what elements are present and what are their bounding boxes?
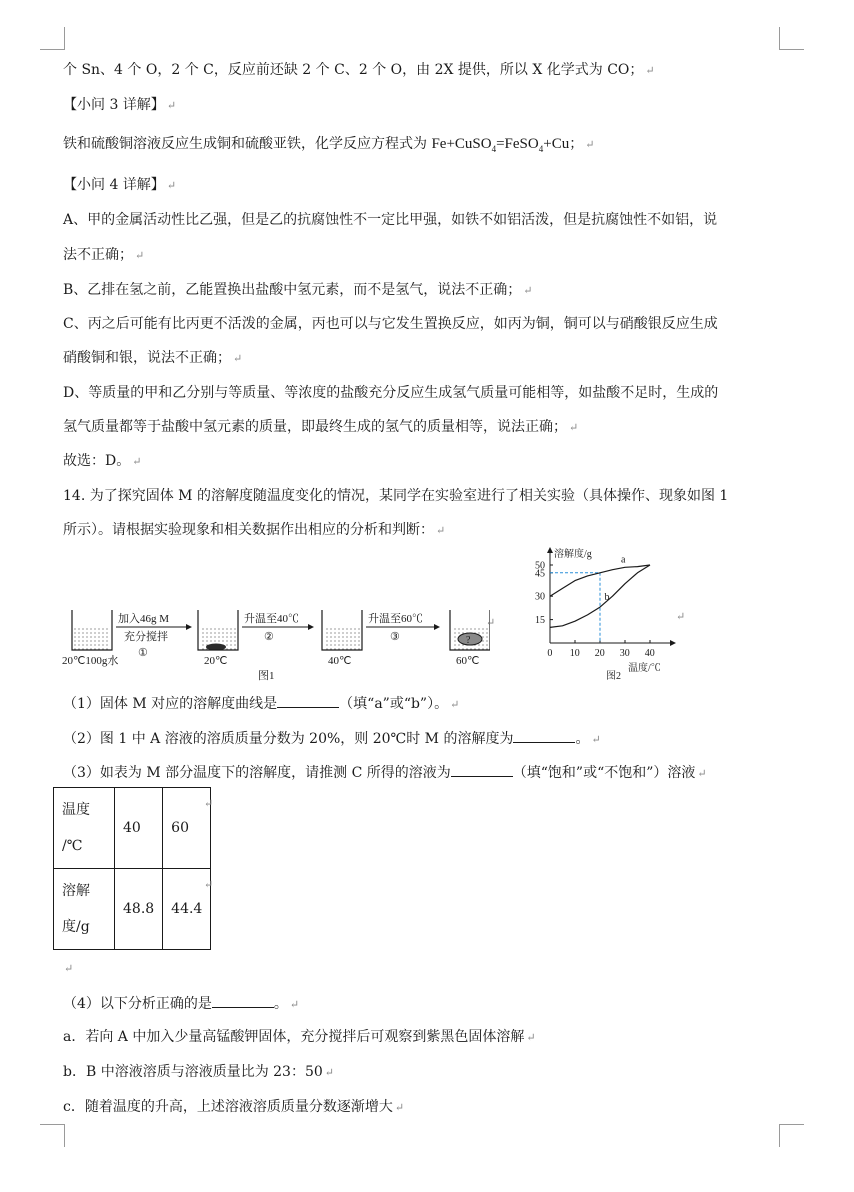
text: B、乙排在氢之前，乙能置换出盐酸中氢元素，而不是氢气，说法不正确； [63, 282, 522, 298]
option-d-line2: 氢气质量都等于盐酸中氢元素的质量，即最终生成的氢气的质量相等，说法正确； ↵ [63, 419, 579, 435]
return-mark: ↵ [64, 962, 74, 975]
cell-text: 60 [171, 820, 189, 836]
crop-mark-bottom-left [40, 1124, 65, 1147]
arrow-1-bottom-label: 充分搅拌 [124, 631, 168, 643]
text: a．若向 A 中加入少量高锰酸钾固体，充分搅拌后可观察到紫黑色固体溶解 [63, 1029, 525, 1045]
answer-blank-4[interactable] [212, 993, 274, 1008]
beaker-3-label: 40℃ [328, 655, 352, 667]
text: （2）图 1 中 A 溶液的溶质质量分数为 20%，则 20℃时 M 的溶解度为 [63, 731, 514, 747]
eq-part: =FeSO [496, 136, 539, 152]
table-cell [115, 869, 163, 950]
cell-text: 40 [123, 820, 141, 836]
cell-text: 度/g [62, 919, 90, 935]
cell-text: 溶解 [62, 883, 90, 899]
option-d-line1 [63, 383, 783, 403]
option-a-line1 [63, 210, 783, 230]
text: 14. 为了探究固体 M 的溶解度随温度变化的情况，某同学在实验室进行了相关实验（具体操作、现象如图 1 [63, 488, 729, 504]
figure-2-caption: 图2 [606, 671, 621, 680]
beaker-2-label: 20℃ [204, 655, 228, 667]
crop-mark-top-left [40, 27, 65, 50]
series-label-a: a [621, 554, 626, 566]
arrow-1-step: ① [138, 647, 148, 659]
arrow-2-top-label: 升温至40℃ [244, 613, 299, 625]
beaker-4-label: 60℃ [456, 655, 480, 667]
return-mark: ↵ [204, 797, 214, 810]
choice-b: b．B 中溶液溶质与溶液质量比为 23：50 ↵ [63, 1064, 334, 1080]
table-cell [54, 869, 115, 950]
crop-mark-bottom-right [779, 1124, 804, 1147]
x-tick-label: 10 [569, 648, 580, 659]
beaker-1-label: 20℃100g水 [62, 655, 119, 667]
cell-text: 48.8 [123, 901, 155, 917]
text: 。 [273, 996, 288, 1012]
cell-text: 44.4 [171, 901, 203, 917]
choice-c: c．随着温度的升高，上述溶液溶质质量分数逐渐增大 ↵ [63, 1099, 405, 1115]
arrow-1-top-label: 加入46g M [118, 613, 170, 625]
text: b．B 中溶液溶质与溶液质量比为 23：50 [63, 1064, 323, 1080]
option-c-line1 [63, 314, 783, 334]
answer-blank-1[interactable] [277, 693, 339, 708]
option-c-line2: 硝酸铜和银，说法不正确； ↵ [63, 350, 243, 366]
solubility-table [53, 787, 214, 950]
table-cell [54, 788, 115, 869]
figure-1-caption: 图1 [258, 670, 275, 682]
text: C、丙之后可能有比丙更不活泼的金属，丙也可以与它发生置换反应，如丙为铜，铜可以与硝酸银反应生成 [63, 316, 718, 332]
beaker-2 [198, 610, 238, 651]
figure-1-experiment [58, 600, 490, 682]
text: 铁和硫酸铜溶液反应生成铜和硫酸亚铁，化学反应方程式为 [63, 136, 432, 152]
text: 硝酸铜和银，说法不正确； [63, 350, 231, 366]
eq-part: +Cu [543, 136, 570, 152]
table-row [54, 869, 211, 950]
y-tick-label: 50 [535, 560, 545, 572]
sub-question-1: （1）固体 M 对应的溶解度曲线是 （填“a”或“b”）。 ↵ [63, 693, 783, 715]
return-mark: ↵ [486, 616, 496, 629]
x-axis-arrow [670, 640, 676, 646]
choice-a: a．若向 A 中加入少量高锰酸钾固体，充分搅拌后可观察到紫黑色固体溶解 ↵ [63, 1029, 536, 1045]
text: 故选：D。 [63, 453, 131, 469]
x-tick-label: 40 [644, 648, 655, 659]
beaker-1 [72, 610, 112, 650]
answer-blank-2[interactable] [513, 728, 575, 743]
q14-line2: 所示）。请根据实验现象和相关数据作出相应的分析和判断： ↵ [63, 522, 446, 538]
crop-mark-top-right [779, 27, 804, 50]
text: c．随着温度的升高，上述溶液溶质质量分数逐渐增大 [63, 1099, 393, 1115]
y-axis-arrow [547, 547, 553, 553]
chemical-equation [431, 136, 569, 152]
x-tick-label: 20 [594, 648, 605, 659]
text: 个 Sn、4 个 O，2 个 C，反应前还缺 2 个 C、2 个 O，由 2X 提供，所以 X 化学式为 CO； [63, 62, 644, 78]
text: （3）如表为 M 部分温度下的溶解度，请推测 C 所得的溶液为 [63, 765, 451, 781]
heading-q3: 【小问 3 详解】 ↵ [63, 97, 177, 113]
figure-2-solubility-chart [520, 545, 680, 680]
x-tick-label: 0 [547, 648, 553, 659]
sub-question-4: （4）以下分析正确的是 。 ↵ [63, 993, 783, 1015]
cell-text: /℃ [62, 838, 83, 854]
arrow-3-top-label: 升温至60℃ [368, 613, 423, 625]
y-tick-label: 30 [535, 591, 545, 603]
text: （4）以下分析正确的是 [63, 996, 212, 1012]
table-row [54, 788, 211, 869]
eq-part: Fe+CuSO [431, 136, 492, 152]
line-1: 个 Sn、4 个 O，2 个 C，反应前还缺 2 个 C、2 个 O，由 2X 提供，所以 X 化学式为 CO； ↵ [63, 62, 655, 78]
text: 。 [575, 731, 590, 747]
text: 所示）。请根据实验现象和相关数据作出相应的分析和判断： [63, 522, 434, 538]
y-tick-label: 15 [535, 615, 545, 627]
sub-question-2: （2）图 1 中 A 溶液的溶质质量分数为 20%，则 20℃时 M 的溶解度为 。 ↵ [63, 728, 783, 750]
eq-sub: 4 [491, 144, 497, 154]
text: A、甲的金属活动性比乙强，但是乙的抗腐蚀性不一定比甲强，如铁不如铝活泼，但是抗腐蚀性不如铝，说 [63, 212, 718, 228]
beaker-3 [322, 610, 362, 650]
table-cell [115, 788, 163, 869]
text: 氢气质量都等于盐酸中氢元素的质量，即最终生成的氢气的质量相等，说法正确； [63, 419, 567, 435]
line-equation: 铁和硫酸铜溶液反应生成铜和硫酸亚铁，化学反应方程式为 Fe+CuSO$_4$=FeSO$_4$+Cu； ↵ [63, 136, 595, 154]
text: D、等质量的甲和乙分别与等质量、等浓度的盐酸充分反应生成氢气质量可能相等，如盐酸不足时，生成的 [63, 385, 719, 401]
series-label-b: b [604, 592, 610, 604]
cell-text: 温度 [62, 802, 90, 818]
x-axis-label: 温度/℃ [628, 663, 661, 674]
return-mark: ↵ [676, 610, 686, 623]
return-mark: ↵ [204, 878, 214, 891]
eq-sub: 4 [538, 144, 544, 154]
arrow-2-step: ② [264, 631, 274, 643]
y-axis-label: 溶解度/g [554, 549, 592, 560]
answer-blank-3[interactable] [451, 762, 513, 777]
text: 法不正确； [63, 247, 133, 263]
text: （1）固体 M 对应的溶解度曲线是 [63, 696, 278, 712]
text: 【小问 3 详解】 [63, 97, 165, 113]
text: （填“饱和”或“不饱和”）溶液 [512, 765, 696, 781]
q14-line1 [63, 486, 783, 506]
beaker-4-mark: ? [466, 635, 471, 646]
text: （填“a”或“b”）。 [339, 696, 449, 712]
answer-line: 故选：D。 ↵ [63, 453, 142, 469]
text: 【小问 4 详解】 [63, 177, 165, 193]
heading-q4: 【小问 4 详解】 ↵ [63, 177, 177, 193]
sub-question-3: （3）如表为 M 部分温度下的溶解度，请推测 C 所得的溶液为 （填“饱和”或“不饱和”）溶液 ↵ [63, 762, 783, 784]
option-a-line2: 法不正确； ↵ [63, 247, 145, 263]
text: ； [569, 136, 584, 152]
arrow-3-step: ③ [390, 631, 400, 643]
option-b-line: B、乙排在氢之前，乙能置换出盐酸中氢元素，而不是氢气，说法不正确； ↵ [63, 282, 533, 298]
x-tick-label: 30 [619, 648, 630, 659]
y-tick-label: 45 [535, 568, 545, 580]
